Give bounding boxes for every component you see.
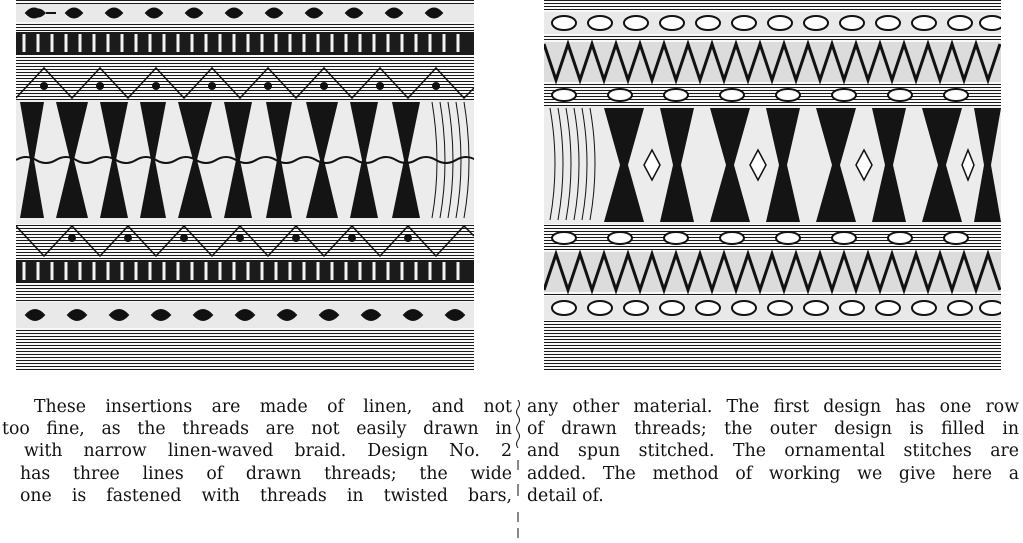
text-line: and spun stitched. The ornamental stitches are xyxy=(527,441,1019,462)
oval-row-lower xyxy=(552,232,968,244)
zigzag-row-bottom xyxy=(16,226,474,256)
text-line: added. The method of working we give here a xyxy=(527,463,1019,484)
text-column-right xyxy=(527,396,1019,507)
bead-row-top xyxy=(40,82,440,90)
text-line: any other material. The first design has one row xyxy=(527,397,1019,417)
leaf-border-top xyxy=(16,4,474,22)
insertion-illustration-left xyxy=(16,0,474,370)
text-line: has three lines of drawn threads; the wide xyxy=(20,463,512,484)
engraving-right xyxy=(544,0,1001,370)
text-line: with narrow linen-waved braid. Design No. 2 xyxy=(24,441,512,462)
zigzag-row-top xyxy=(16,68,474,98)
fringe-band-top xyxy=(16,32,474,54)
text-column-left xyxy=(2,396,512,507)
zigzag-band-bottom xyxy=(544,252,1001,292)
oval-row-upper xyxy=(552,89,968,101)
column-divider xyxy=(514,400,522,540)
text-line: detail of. xyxy=(527,485,604,506)
fringe-band-bottom xyxy=(16,260,474,282)
text-line: These insertions are made of linen, and not xyxy=(34,397,512,417)
text-line: one is fastened with threads in twisted bars, xyxy=(20,485,512,506)
text-line: too fine, as the threads are not easily drawn in xyxy=(2,419,512,440)
text-line: of drawn threads; the outer design is filled in xyxy=(527,419,1019,440)
engraving-left xyxy=(16,0,474,370)
zigzag-band-top xyxy=(544,42,1001,82)
insertion-illustration-right xyxy=(544,0,1001,370)
